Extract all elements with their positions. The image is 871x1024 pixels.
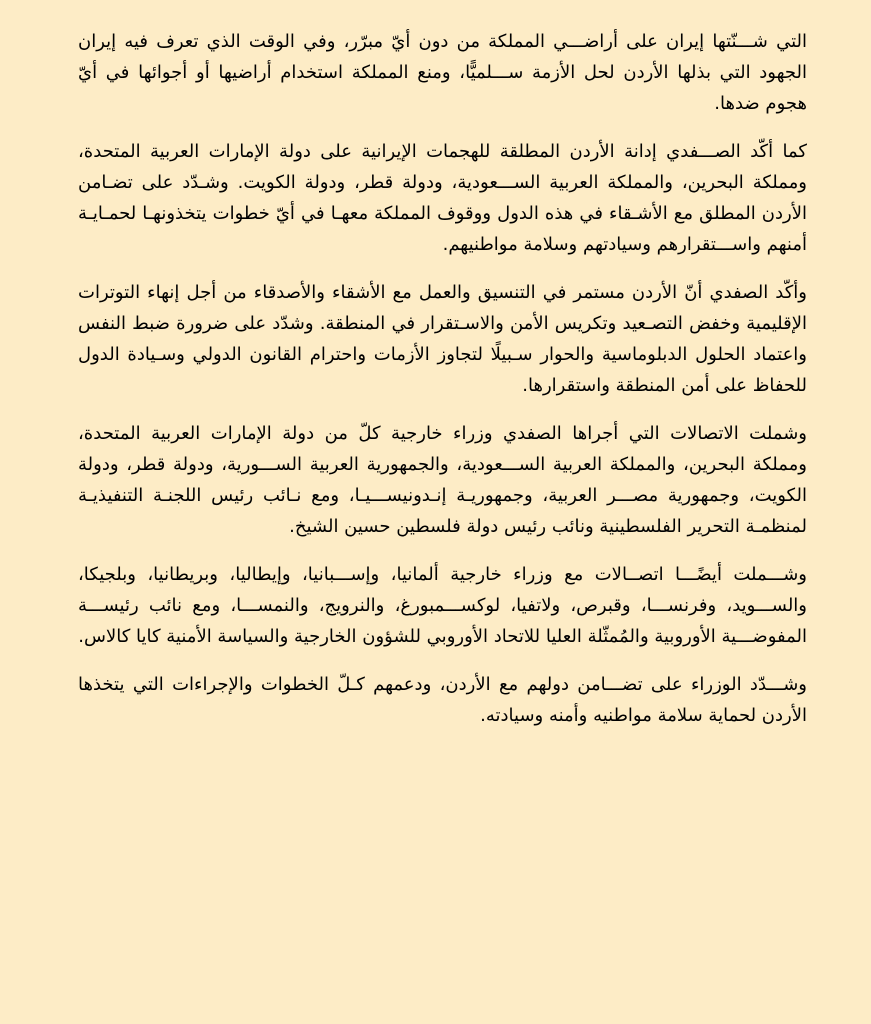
article-paragraph-2: كما أكّد الصـــفدي إدانة الأردن المطلقة للهجمات الإيرانية على دولة الإمارات العربية المتحدة، ومملكة البحرين، والمملكة العربية الســـعودية، ودولة قطر، ودولة الكويت. وشـدّد على تضـامن الأردن المطلق مع الأشـقاء في هذه الدول ووقوف المملكة معهـا في أيّ خطوات يتخذونهـا لحمـايـة أمنهم واســـتقرارهم وسيادتهم وسلامة مواطنيهم. bbox=[78, 141, 807, 255]
article-paragraph-3: وأكّد الصفدي أنّ الأردن مستمر في التنسيق والعمل مع الأشقاء والأصدقاء من أجل إنهاء التوترات الإقليمية وخفض التصـعيد وتكريس الأمن والاسـتقرار في المنطقة. وشدّد على ضرورة ضبط النفس واعتماد الحلول الدبلوماسية والحوار سـبيلًا لتجاوز الأزمات واحترام القانون الدولي وسـيادة الدول للحفاظ على أمن المنطقة واستقرارها. bbox=[78, 282, 807, 396]
article-paragraph-1: التي شـــنّتها إيران على أراضـــي المملكة من دون أيّ مبرّر، وفي الوقت الذي تعرف فيه إيران الجهود التي بذلها الأردن لحل الأزمة ســـلميًّا، ومنع المملكة استخدام أراضيها أو أجوائها في أيّ هجوم ضدها. bbox=[78, 31, 807, 114]
article-paragraph-6: وشـــدّد الوزراء على تضـــامن دولهم مع الأردن، ودعمهم كـلّ الخطوات والإجراءات التي يتخذها الأردن لحماية سلامة مواطنيه وأمنه وسيادته. bbox=[78, 674, 807, 726]
article-paragraph-5: وشـــملت أيضًـــا اتصــالات مع وزراء خارجية ألمانيا، وإســـبانيا، وإيطاليا، وبريطانيا، وبلجيكا، والســـويد، وفرنســـا، وقبرص، ولاتفيا، لوكســـمبورغ، والنرويج، والنمســـا، ومع نائب رئيســـة المفوضـــية الأوروبية والمُمثّلة العليا للاتحاد الأوروبي للشؤون الخارجية والسياسة الأمنية كايا كالاس. bbox=[78, 564, 807, 647]
article-paragraph-4: وشملت الاتصالات التي أجراها الصفدي وزراء خارجية كلّ من دولة الإمارات العربية المتحدة، ومملكة البحرين، والمملكة العربية الســـعودية، والجمهورية العربية الســـورية، ودولة قطر، ودولة الكويت، وجمهورية مصـــر العربية، وجمهوريـة إنـدونيســـيـا، ومع نـائب رئيس اللجنـة التنفيذيـة لمنظمـة التحرير الفلسطينية ونائب رئيس دولة فلسطين حسين الشيخ. bbox=[78, 423, 807, 537]
